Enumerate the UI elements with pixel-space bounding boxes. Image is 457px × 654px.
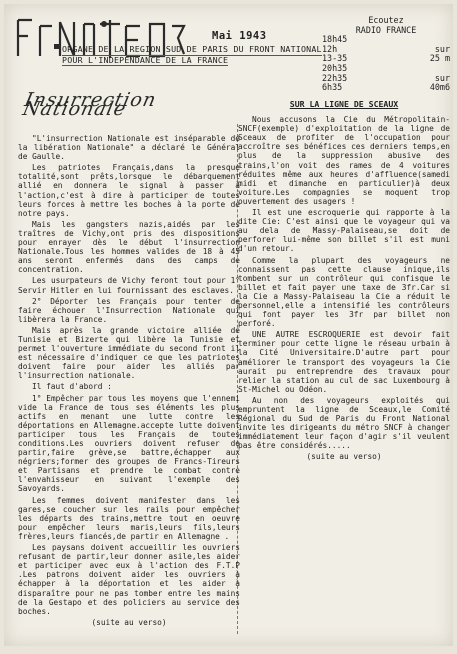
radio-note: 40m6 [429,82,450,93]
radio-time: 6h35 [322,82,343,93]
radio-row [322,35,450,45]
article-paragraph: Mais les gangsters nazis,aidés par les traîtres de Vichy,ont pris des dispositions pour enrayer dès le début l'insurrection Nationale.Tous les hommes valides de 18 à 45 ans seront enfermés dans des camps de concentration. [18,219,240,275]
continued-note: (suite au verso) [91,617,167,627]
radio-title-line1: Ecoutez [368,15,404,25]
headline-text: Insurrection Nationale [20,89,159,121]
article-paragraph: 1° Empêcher par tous les moyens que l'ennemi vide la France de tous ses éléments les plus actifs en menant une lutte contre les déportations en Allemagne.accepte lutte doivent participer tous les Français de toutes conditions.Les ouvriers doivent refuser de partir,faire grève,se battre,échapper aux négriers;former des groupes de Francs-Tireurs et Partisans et prendre le combat contre l'envahisseur en suivant l'exemple des Savoyards. [18,393,240,494]
issue-date: Mai 1943 [212,30,267,42]
article-paragraph: Les femmes doivent manifester dans les gares,se coucher sur les rails pour empêcher les départs des trains,mettre tout en oeuvre pour empêcher leurs maris,leurs fils,leurs frères,leurs fiancés,de partir en Allemagne . [18,495,240,541]
article-paragraph: UNE AUTRE ESCROQUERIE est devoir fait terminer pour cette ligne le réseau urbain à la Cité Universitaire.D'autre part pour améliorer le transport des voyageurs la Cie aurait pu entreprendre des travaux pour relier la station au cul de sac Luxembourg à St-Michel ou Odéon. [238,330,450,394]
radio-note: 25 m [429,53,450,64]
right-column [238,96,450,462]
article-paragraph: Comme la plupart des voyageurs ne connaissent pas cette clause inique,ils tombent sur un contrôleur qui confisque le billet et fait payer une taxe de 3fr.Car si la Cie a Massy-Palaiseau la Cie a réduit le personnel,elle a intensifié les contrôleurs qui font payer les 3fr par billet non perforé. [238,255,450,329]
radio-note: sur [434,43,450,54]
continued-note: (suite au verso) [306,452,382,462]
radio-row [322,83,450,93]
article-paragraph: 2° Déporter les Français pour tenter de faire échouer l'Insurrection Nationale qui libèrera la France. [18,296,240,324]
article-paragraph: Nous accusons la Cie du Métropolitain-SNCF(exemple) d'exploitation de la ligne de Sceaux de profiter de l'occupation pour accroître ses bénéfices ces derniers temps,en plus de la suppression abusive des trains,l'on voit des rames de 4 voitures réduites même aux heures d'affluence(samedi midi et dimanche en particulier)à deux voiture.Les compagnies se moquent trop ouvertement des usagers ! [238,115,450,206]
radio-title-line2: RADIO FRANCE [355,24,417,35]
article-paragraph: Il faut d'abord : [32,382,112,392]
radio-time: 20h35 [322,62,348,73]
article-paragraph: Mais après la grande victoire alliée de Tunisie et Bizerte qui libère la Tunisie et permet l'ouverture immédiate du second front il est nécessaire d'indiquer ce que les patriotes doivent faire pour aider les alliés par l'insurrection nationale. [18,325,240,381]
article-paragraph: Les usurpateurs de Vichy feront tout pour 1° Servir Hitler en lui fournissant des esclaves. [18,276,240,295]
headline-insurrection [20,89,240,134]
article-paragraph: "L'insurrection Nationale est inséparable de la libération Nationale" a déclaré le Général de Gaulle. [18,134,240,162]
left-column [18,89,240,627]
article-paragraph: Au non des voyageurs exploités qui empruntent la ligne de Sceaux,le Comité Régional du Sud de Paris du Front National invite les dirigeants du métro SNCF à changer immédiatement leur façon d'agir s'il veulent pas être considérés..... [238,395,450,451]
organ-subtitle [62,45,342,66]
article-paragraph: Les patriotes Français,dans la presque totalité,sont prêts,lorsque le débarquement allié en donnera le signal à passer à l'action,c'est à dire à participer de toutes leurs forces à mettre les boches à la porte de notre pays. [18,163,240,218]
article-paragraph: Il est une escroquerie qui rapporte à la dite Cie: C'est ainsi que le voyageur qui va au dela de Massy-Palaiseau,se doit de perforer lui-même son billet s'il est muni d'un retour. [238,208,450,254]
leaflet-page [4,4,453,646]
organ-line2: POUR L'INDEPENDANCE DE LA FRANCE [62,54,229,65]
article-title-sceaux: SUR LA LIGNE DE SCEAUX [289,99,399,109]
radio-time: 22h35 [322,72,348,83]
article-paragraph: Les paysans doivent accueillir les ouvriers refusant de partir,leur donner asile,les aider et participer avec eux à l'action des F.T.P .Les patrons doivent aider les ouvriers à échapper à la déportation et les aider à disparaître pour ne pas tomber entre les mains de la Gestapo et des policiers au service des boches. [18,543,240,616]
radio-time: 18h45 [322,34,348,45]
radio-time: 13-35 [322,53,348,64]
radio-note: sur [434,72,450,83]
radio-time: 12h [322,43,338,54]
organ-line1: ORGANE DE LA REGION SUD DE PARIS DU FRONT NATIONAL [62,44,322,54]
